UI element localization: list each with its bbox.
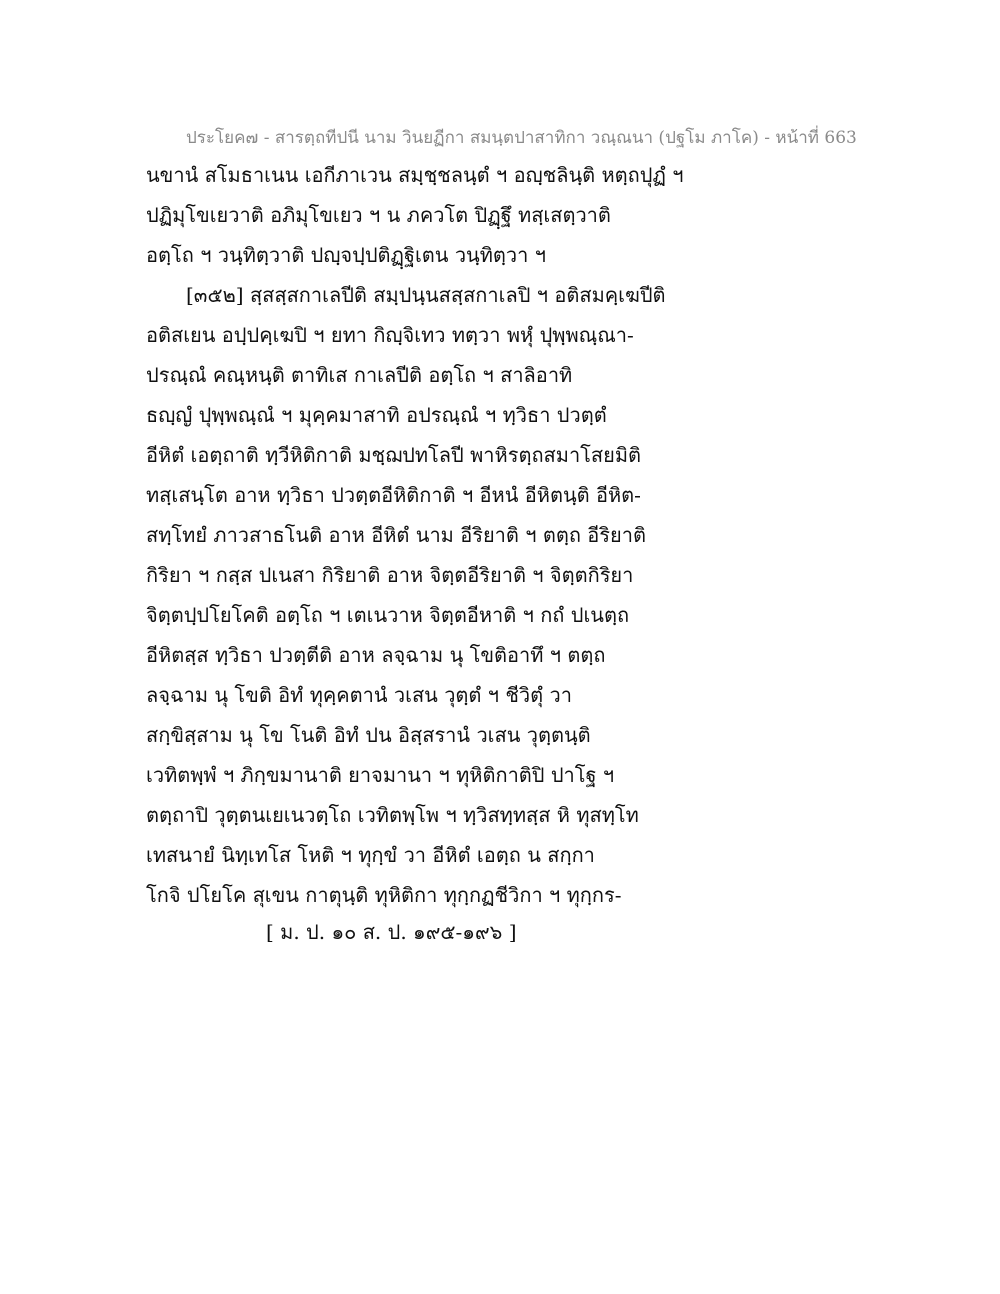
text-line: โกจิ ปโยโค สุเขน กาตุนฺติ ทุหิติกา ทุกฺกฏชีวิกา ฯ ทุกฺกร-: [146, 883, 622, 907]
body-text: [146, 160, 886, 920]
text-line: อติสเยน อปฺปคฺเฆปิ ฯ ยทา กิญฺจิเทว ทตฺวา พหุํ ปุพฺพณฺณา-: [146, 323, 634, 347]
text-line: ปรณฺณํ คณฺหนฺติ ตาทิเส กาเลปีติ อตฺโถ ฯ สาลิอาทิ: [146, 363, 573, 387]
footnote-reference: [ ม. ป. ๑๐ ส. ป. ๑๙๕-๑๙๖ ]: [266, 920, 517, 944]
paragraph-start-line: [๓๕๒] สฺสสฺสกาเลปีติ สมฺปนฺนสสฺสกาเลปิ ฯ อติสมคฺเฆปีติ: [186, 283, 666, 307]
text-line: ลจฺฉาม นุ โขติ อิทํ ทุคฺคตานํ วเสน วุตฺตํ ฯ ชีวิตุํ วา: [146, 683, 572, 707]
text-line: เทสนายํ นิทฺเทโส โหติ ฯ ทุกฺขํ วา อีหิตํ เอตฺถ น สกฺกา: [146, 843, 595, 867]
text-line: สทฺโทยํ ภาวสาธโนติ อาห อีหิตํ นาม อีริยาติ ฯ ตตฺถ อีริยาติ: [146, 523, 646, 547]
text-line: ปฏิมุโขเยวาติ อภิมุโขเยว ฯ น ภควโต ปิฏฺฐึ ทสฺเสตฺวาติ: [146, 203, 611, 227]
text-line: ธญฺญํ ปุพฺพณฺณํ ฯ มุคฺคมาสาทิ อปรณฺณํ ฯ ทฺวิธา ปวตฺตํ: [146, 403, 607, 427]
text-line: อีหิตํ เอตฺถาติ ทฺวีหิติกาติ มชฺฌปทโลปี พาหิรตฺถสมาโสยมิติ: [146, 443, 642, 467]
text-line: เวทิตพฺพํ ฯ ภิกฺขมานาติ ยาจมานา ฯ ทุหิติกาติปิ ปาโฐ ฯ: [146, 763, 615, 787]
text-line: นขานํ สโมธาเนน เอกีภาเวน สมฺชฺชลนฺตํ ฯ อญฺชลินฺติ หตฺถปุฏํ ฯ: [146, 163, 684, 187]
running-header: ประโยค๗ - สารตฺถทีปนี นาม วินยฏีกา สมนฺตปาสาทิกา วณฺณนา (ปฐโม ภาโค) - หน้าที่ 663: [186, 128, 857, 148]
text-line: ตตฺถาปิ วุตฺตนเยเนวตฺโถ เวทิตพฺโพ ฯ ทฺวิสทฺทสฺส หิ ทุสทฺโท: [146, 803, 639, 827]
text-line: สกฺขิสฺสาม นุ โข โนติ อิทํ ปน อิสฺสรานํ วเสน วุตฺตนฺติ: [146, 723, 591, 747]
text-line: อีหิตสฺส ทฺวิธา ปวตฺตีติ อาห ลจฺฉาม นุ โขติอาทึ ฯ ตตฺถ: [146, 643, 606, 667]
text-line: กิริยา ฯ กสฺส ปเนสา กิริยาติ อาห จิตฺตอีริยาติ ฯ จิตฺตกิริยา: [146, 563, 634, 587]
text-line: จิตฺตปฺปโยโคติ อตฺโถ ฯ เตเนวาห จิตฺตอีหาติ ฯ กถํ ปเนตฺถ: [146, 603, 630, 627]
text-line: อตฺโถ ฯ วนฺทิตฺวาติ ปญฺจปฺปติฏฺฐิเตน วนฺทิตฺวา ฯ: [146, 243, 546, 267]
text-line: ทสฺเสนฺโต อาห ทฺวิธา ปวตฺตอีหิติกาติ ฯ อีหนํ อีหิตนฺติ อีหิต-: [146, 483, 641, 507]
